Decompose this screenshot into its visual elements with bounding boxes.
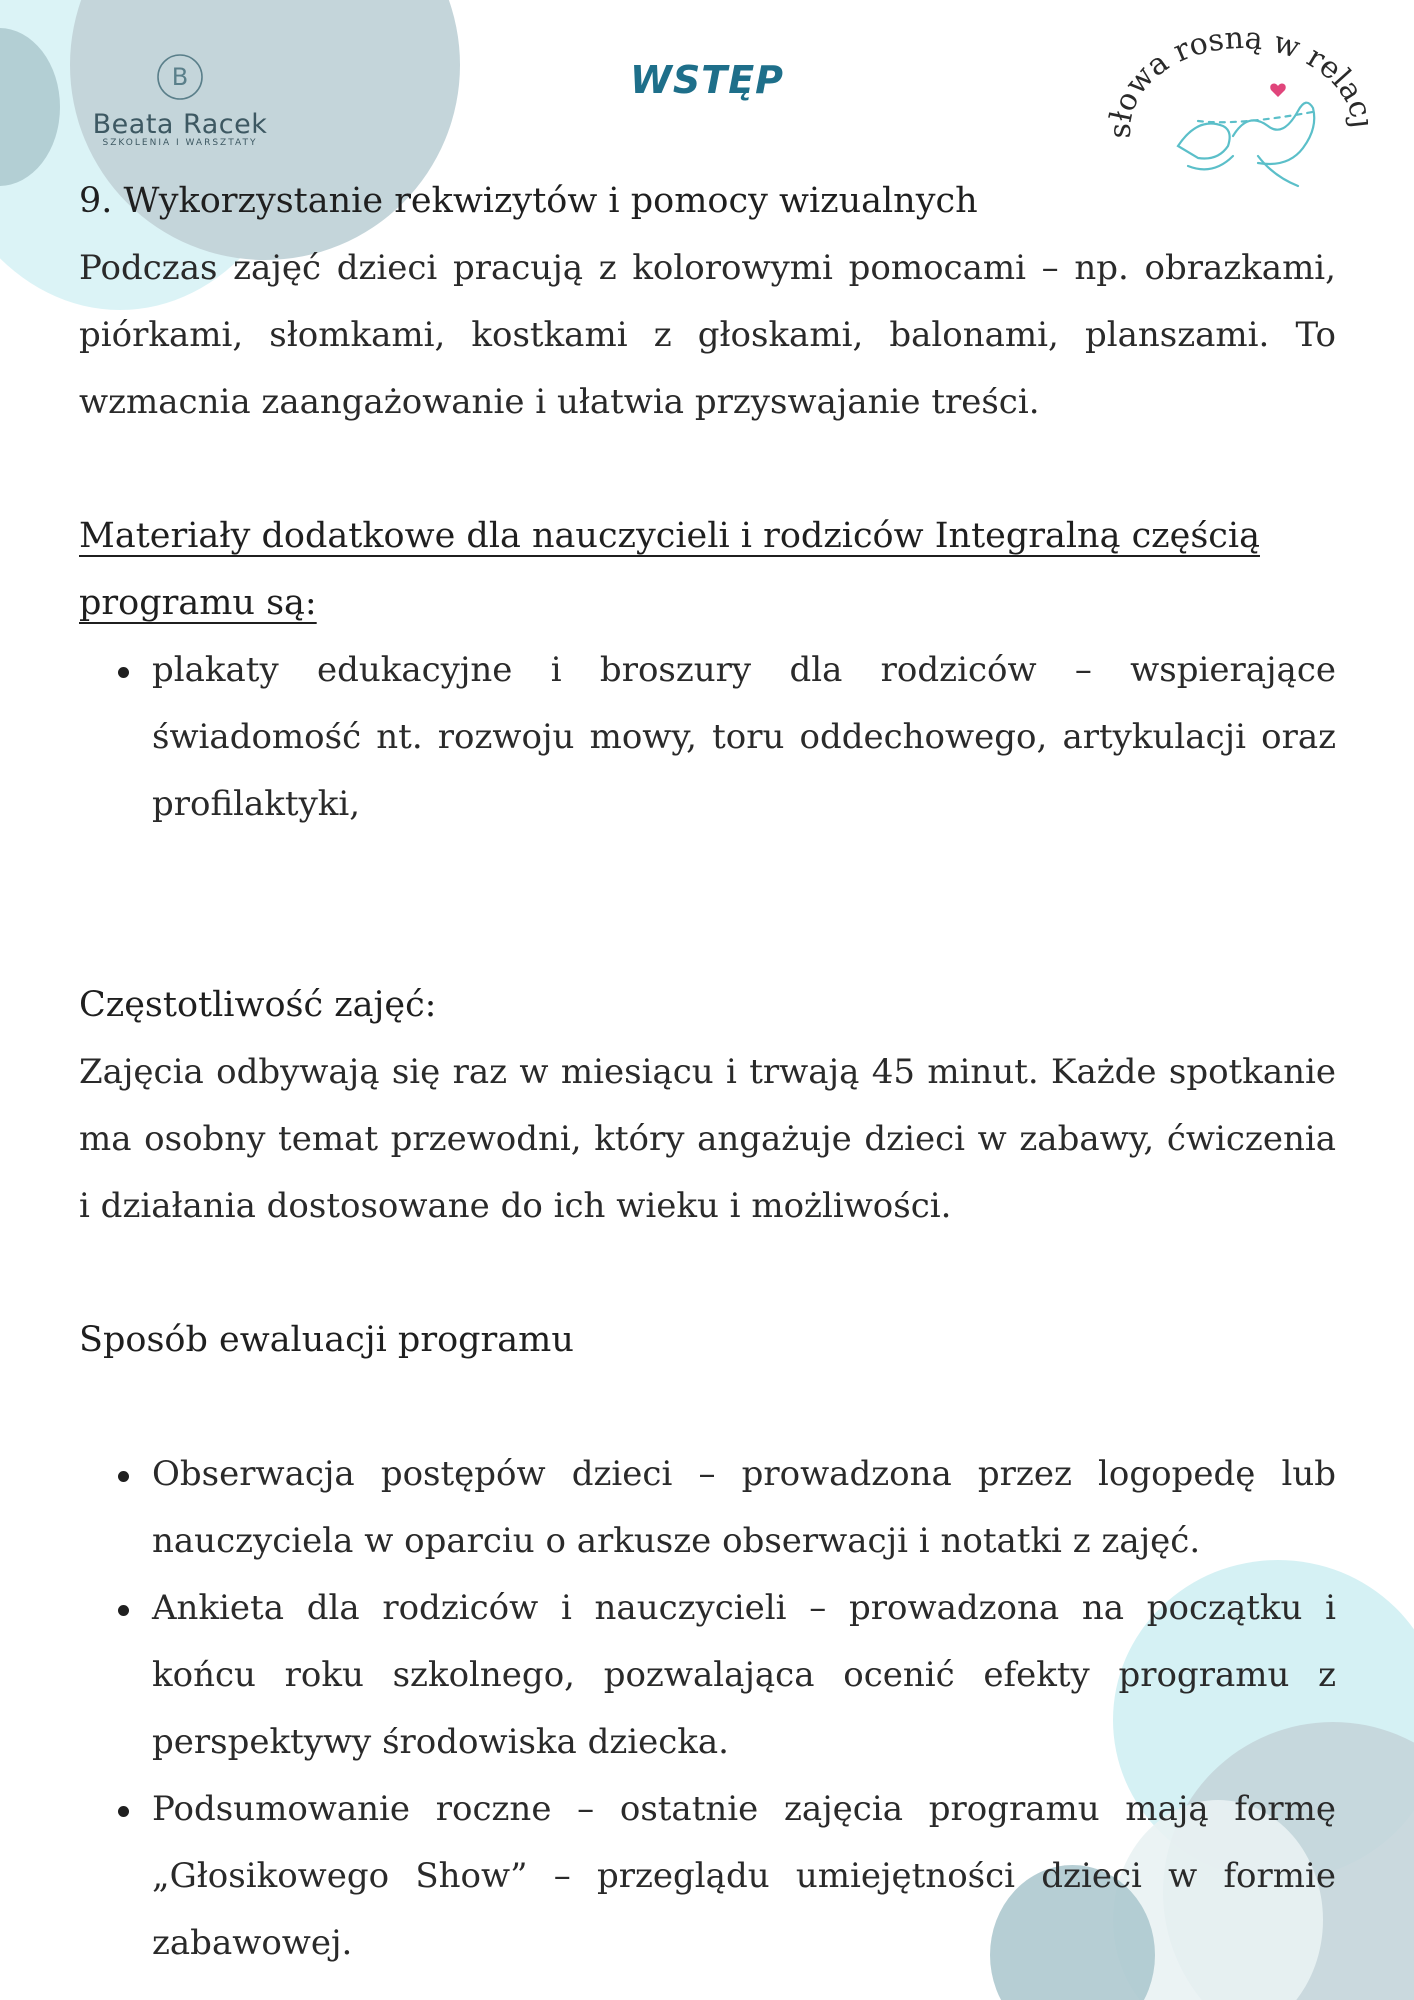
list-item: Podsumowanie roczne – ostatnie zajęcia programu mają formę „Głosikowego Show” – przeglądu umiejętności dzieci w formie zabawowej.	[152, 1776, 1336, 1977]
page-title: WSTĘP	[629, 58, 784, 102]
paragraph: Zajęcia odbywają się raz w miesiącu i trwają 45 minut. Każde spotkanie ma osobny temat przewodni, który angażuje dzieci w zabawy, ćwiczenia i działania dostosowane do ich wieku i możliwości.	[79, 1052, 1336, 1226]
spacer	[79, 1240, 1336, 1307]
spacer	[79, 1374, 1336, 1441]
evaluation-list	[79, 1441, 1336, 1977]
frequency-heading: Częstotliwość zajęć:	[79, 985, 437, 1025]
brand-name: Beata Racek	[92, 109, 268, 140]
list-item: Ankieta dla rodziców i nauczycieli – prowadzona na początku i końcu roku szkolnego, pozwalająca ocenić efekty programu z perspektywy środowiska dziecka.	[152, 1575, 1336, 1776]
list-item: Obserwacja postępów dzieci – prowadzona przez logopedę lub nauczyciela w oparciu o arkusze obserwacji i notatki z zajęć.	[152, 1441, 1336, 1575]
materials-list	[79, 637, 1336, 838]
evaluation-heading: Sposób ewaluacji programu	[79, 1320, 574, 1360]
logo-arc-text: owa rosną w rela	[1108, 26, 1368, 117]
main-content	[79, 168, 1336, 1977]
paragraph: Podczas zajęć dzieci pracują z kolorowymi pomocami – np. obrazkami, piórkami, słomkami, kostkami z głoskami, balonami, planszami. To wzmacnia zaangażowanie i ułatwia przyswajanie treści.	[79, 248, 1336, 422]
section-heading: 9. Wykorzystanie rekwizytów i pomocy wizualnych	[79, 181, 978, 221]
spacer	[79, 436, 1336, 503]
heart-icon	[1270, 83, 1285, 97]
list-item: plakaty edukacyjne i broszury dla rodziców – wspierające świadomość nt. rozwoju mowy, toru oddechowego, artykulacji oraz profilaktyki,	[152, 637, 1336, 838]
materials-heading: Materiały dodatkowe dla nauczycieli i rodziców Integralną częścią programu są:	[79, 516, 1260, 623]
svg-text:B: B	[171, 63, 189, 91]
spacer	[79, 838, 1336, 972]
brand-subtitle: SZKOLENIA I WARSZTATY	[102, 138, 258, 148]
